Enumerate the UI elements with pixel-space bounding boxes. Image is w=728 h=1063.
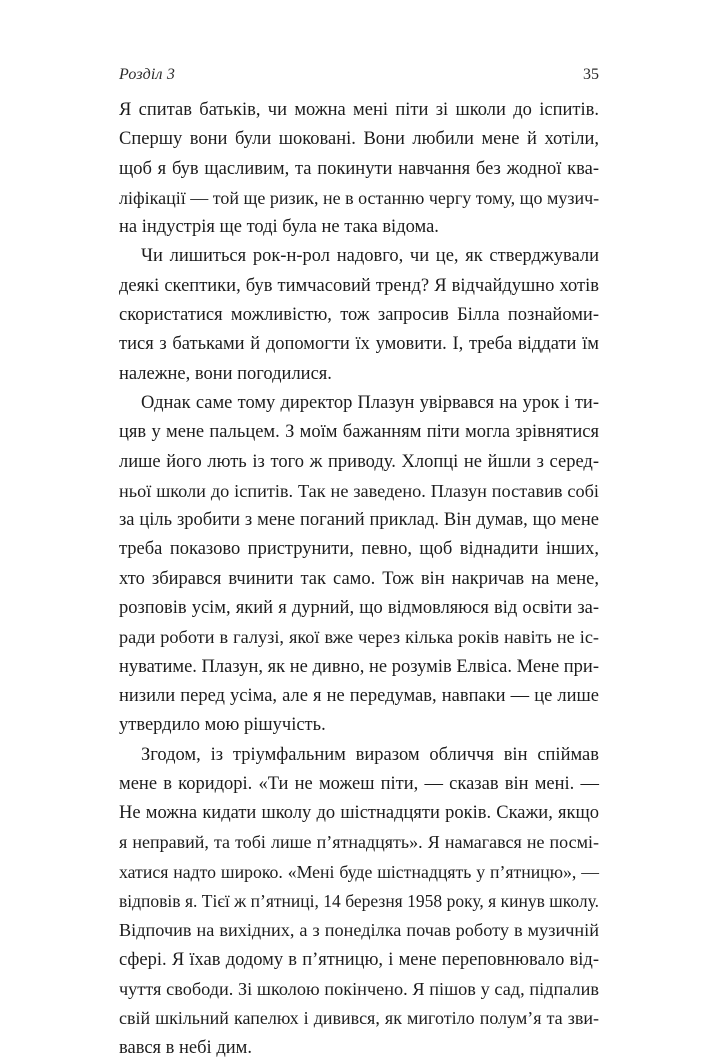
text-line: свій шкільний капелюх і дивився, як миготіло полум’я та зви-: [119, 1008, 599, 1029]
text-line: я неправий, та тобі лише п’ятнадцять». Я намагався не посмі-: [119, 832, 599, 853]
text-line: Спершу вони були шоковані. Вони любили мене й хотіли,: [119, 129, 599, 150]
text-line: належне, вони погодилися.: [119, 363, 332, 384]
text-line: тися з батьками й допомогти їх умовити. І, треба віддати їм: [119, 334, 599, 355]
text-line: хатися надто широко. «Мені буде шістнадцять у п’ятницю», —: [119, 861, 599, 882]
text-line: Не можна кидати школу до шістнадцяти років. Скажи, якщо: [119, 803, 599, 824]
text-line: Я спитав батьків, чи можна мені піти зі школи до іспитів.: [119, 100, 599, 120]
paragraph-4: [119, 741, 599, 1063]
text-line: хто збирався вчинити так само. Тож він накричав на мене,: [119, 568, 599, 589]
paragraph-2: [119, 242, 599, 388]
text-line: ліфікації — той ще ризик, не в останню чергу тому, що музич-: [119, 187, 600, 208]
text-line: нуватиме. Плазун, як не дивно, не розумів Елвіса. Мене при-: [119, 656, 599, 677]
text-line: Чи лишиться рок-н-рол надовго, чи це, як стверджували: [141, 246, 599, 267]
paragraph-3: [119, 389, 599, 741]
text-line: ради роботи в галузі, якої вже через кілька років навіть не іс-: [119, 627, 599, 648]
text-line: чуття свободи. Зі школою покінчено. Я пішов у сад, підпалив: [119, 978, 599, 999]
page-number: 35: [583, 66, 599, 83]
text-line: щоб я був щасливим, та покинути навчання без жодної ква-: [119, 158, 599, 179]
text-line: вався в небі дим.: [119, 1037, 252, 1058]
text-line: цяв у мене пальцем. З моїм бажанням піти могла зрівнятися: [119, 422, 599, 443]
text-line: ньої школи до іспитів. Так не заведено. Плазун поставив собі: [119, 480, 599, 501]
text-line: деякі скептики, був тимчасовий тренд? Я відчайдушно хотів: [119, 275, 599, 296]
text-line: Однак саме тому директор Плазун увірвався на урок і ти-: [141, 392, 599, 413]
chapter-title: Розділ 3: [119, 66, 176, 83]
text-line: лише його лють із того ж приводу. Хлопці не йшли з серед-: [119, 451, 599, 472]
text-line: Згодом, із тріумфальним виразом обличчя він спіймав: [141, 744, 599, 765]
text-line: розповів усім, який я дурний, що відмовляюся від освіти за-: [119, 598, 599, 619]
text-line: Відпочив на вихідних, а з понеділка почав роботу в музичній: [119, 920, 599, 941]
text-line: низили перед усіма, але я не передумав, навпаки — це лише: [119, 685, 599, 706]
text-line: скористатися можливістю, тож запросив Білла познайоми-: [119, 305, 599, 326]
text-line: за ціль зробити з мене поганий приклад. Він думав, що мене: [119, 510, 599, 531]
text-line: утвердило мою рішучість.: [119, 715, 326, 736]
text-line: відповів я. Тієї ж п’ятниці, 14 березня 1958 року, я кинув школу.: [119, 891, 599, 912]
running-head: [119, 64, 599, 86]
paragraph-1: [119, 96, 599, 242]
body-text: [119, 96, 599, 1063]
text-line: треба показово приструнити, певно, щоб віднадити інших,: [119, 539, 599, 560]
text-line: на індустрія ще тоді була не така відома.: [119, 217, 439, 238]
text-line: мене в коридорі. «Ти не можеш піти, — сказав він мені. —: [119, 773, 599, 794]
text-line: сфері. Я їхав додому в п’ятницю, і мене переповнювало від-: [119, 949, 599, 970]
